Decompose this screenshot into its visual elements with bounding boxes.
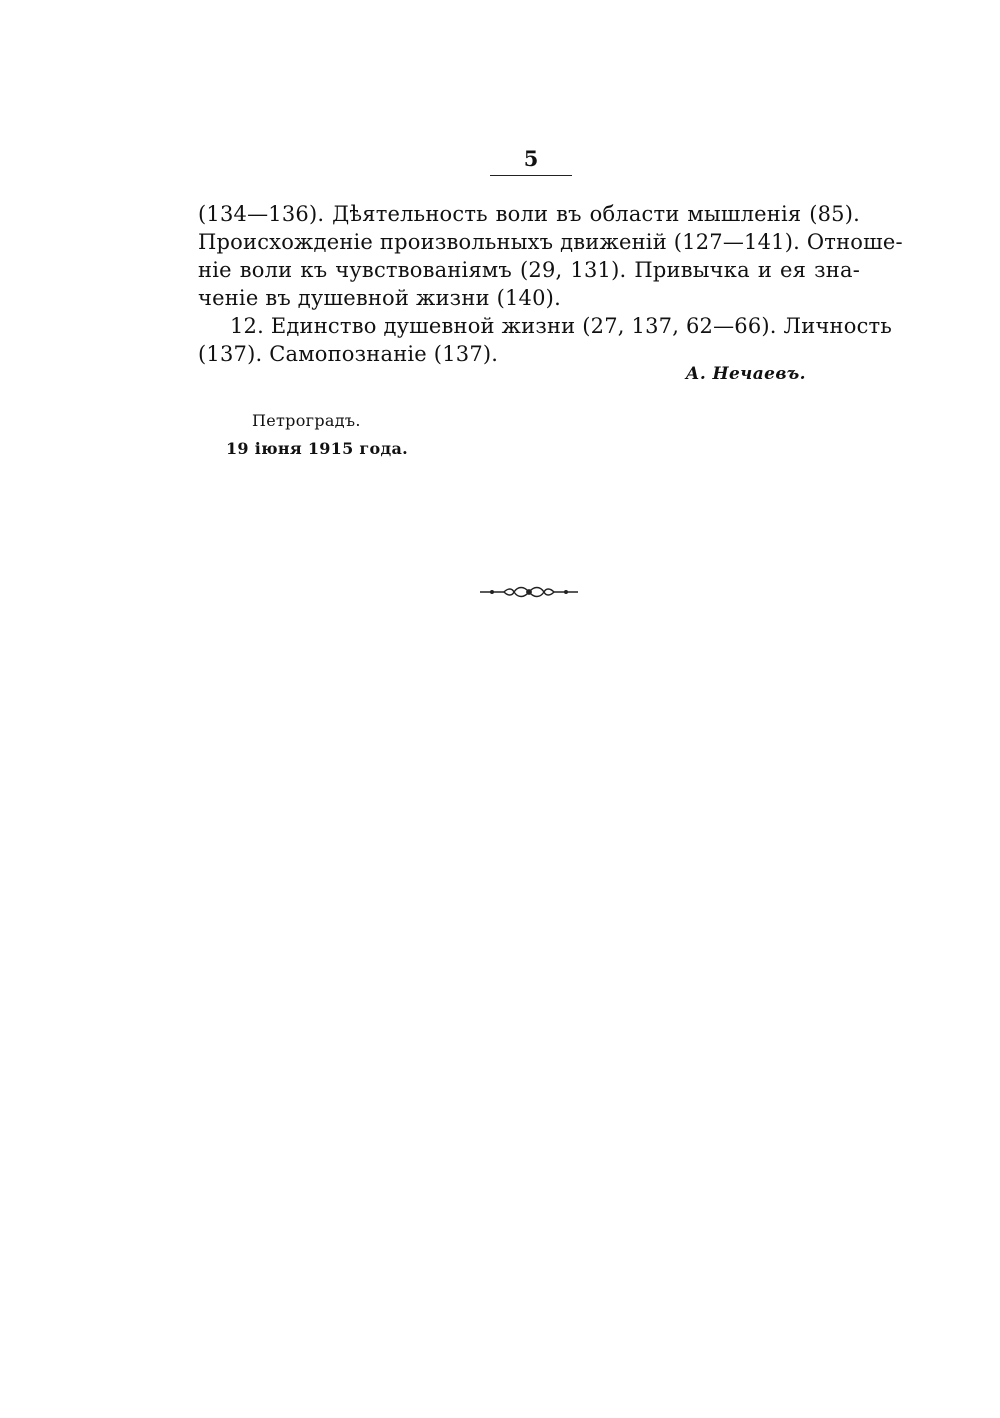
date-line: 19 іюня 1915 года. <box>226 439 409 458</box>
text-line-4: ченіе въ душевной жизни (140). <box>198 286 561 310</box>
text-line-1: (134—136). Дѣятельность воли въ области мышленія (85). <box>198 202 860 226</box>
text-line-2: Происхожденіе произвольныхъ движеній (127—141). Отноше- <box>198 230 903 254</box>
page-number-rule <box>490 175 572 176</box>
text-line-5 <box>198 312 892 340</box>
paragraph-12-text: 12. Единство душевной жизни (27, 137, 62—66). Личность <box>230 314 892 338</box>
flourish-ornament-icon <box>478 582 580 602</box>
body-text <box>198 200 903 368</box>
text-line-6: (137). Самопознаніе (137). <box>198 342 499 366</box>
place-line: Петроградъ. <box>252 411 361 430</box>
author-signature: А. Нечаевъ. <box>685 364 806 384</box>
text-line-3: ніе воли къ чувствованіямъ (29, 131). Привычка и ея зна- <box>198 258 860 282</box>
page-number: 5 <box>523 146 539 171</box>
